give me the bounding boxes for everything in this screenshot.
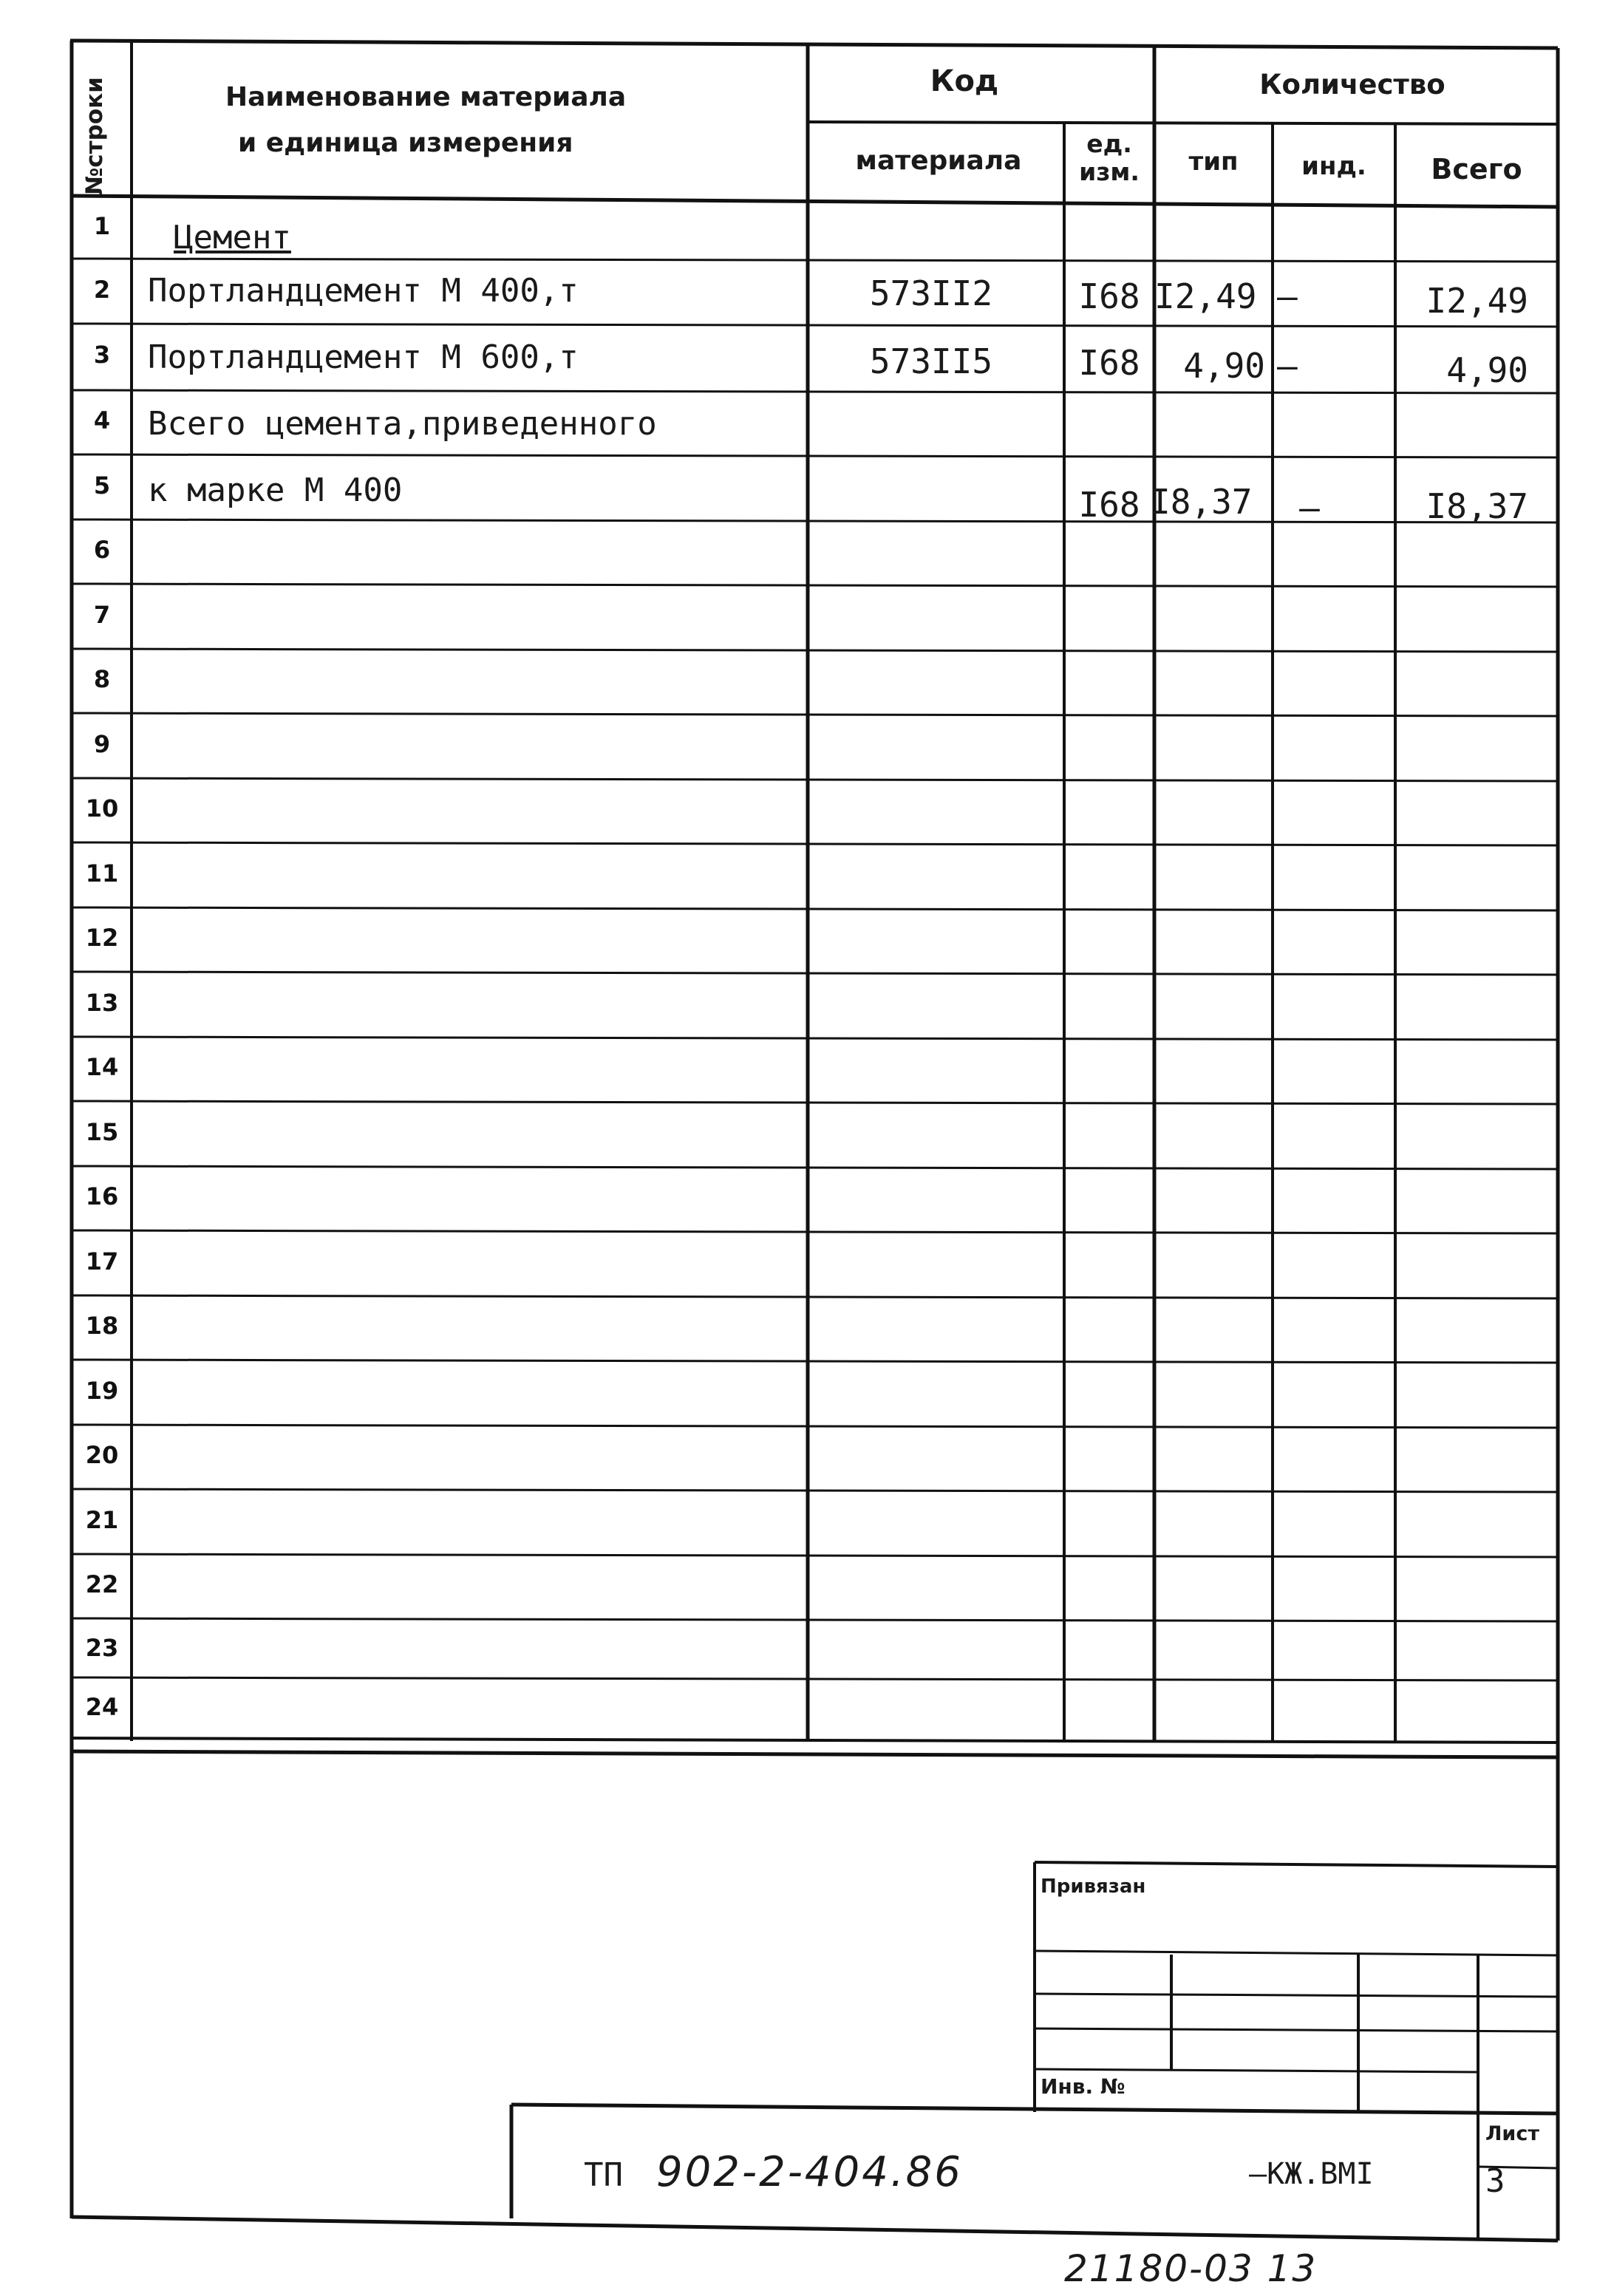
row-number: 8 xyxy=(93,665,111,693)
row-number: 6 xyxy=(93,536,111,564)
qty-ind: – xyxy=(1277,346,1298,386)
col-header-name-line1: Наименование материала xyxy=(225,82,627,112)
qty-ind: – xyxy=(1277,276,1298,316)
unit-code: I68 xyxy=(1078,485,1140,525)
row-number: 17 xyxy=(85,1247,119,1275)
col-header-code: Код xyxy=(930,64,999,98)
row-number: 2 xyxy=(93,276,111,304)
col-header-unit-1: ед. xyxy=(1086,129,1132,158)
row-number: 20 xyxy=(85,1441,119,1469)
material-name: к марке М 400 xyxy=(148,471,403,509)
col-header-material: материала xyxy=(855,146,1022,176)
row-number: 14 xyxy=(85,1053,119,1081)
row-number: 15 xyxy=(85,1118,119,1146)
row-number: 7 xyxy=(93,601,111,629)
row-number: 5 xyxy=(93,471,111,500)
material-group-name: Цемент xyxy=(174,219,291,256)
inventory-number-label: Инв. № xyxy=(1041,2074,1126,2099)
material-name: Портландцемент М 600,т xyxy=(148,338,579,376)
col-header-quantity: Количество xyxy=(1259,69,1446,101)
row-number: 12 xyxy=(85,924,119,952)
qty-total: I2,49 xyxy=(1426,281,1528,321)
qty-type: I2,49 xyxy=(1154,276,1257,316)
row-number: 22 xyxy=(85,1570,119,1598)
project-prefix: ТП xyxy=(584,2156,623,2194)
qty-type: 4,90 xyxy=(1183,346,1265,386)
row-number: 3 xyxy=(93,341,111,369)
unit-code: I68 xyxy=(1078,343,1140,383)
col-header-row-number: №строки xyxy=(81,77,108,195)
row-number: 16 xyxy=(85,1182,119,1210)
col-header-total: Всего xyxy=(1431,153,1522,185)
sheet-number: 3 xyxy=(1485,2162,1505,2200)
sheet-label: Лист xyxy=(1485,2122,1539,2145)
row-number: 1 xyxy=(93,212,111,240)
row-number: 11 xyxy=(85,859,119,888)
row-number: 19 xyxy=(85,1377,119,1405)
col-header-unit-2: изм. xyxy=(1079,157,1140,186)
row-number: 9 xyxy=(93,730,111,758)
col-header-name-line2: и единица измерения xyxy=(238,128,573,158)
row-number: 23 xyxy=(85,1634,119,1662)
material-name: Портландцемент М 400,т xyxy=(148,272,579,310)
project-number: 902-2-404.86 xyxy=(656,2148,963,2196)
row-number: 18 xyxy=(85,1312,119,1340)
unit-code: I68 xyxy=(1078,276,1140,316)
document-code: –КЖ.ВМI xyxy=(1249,2157,1374,2191)
col-header-type: тип xyxy=(1188,147,1239,177)
material-code: 573II2 xyxy=(869,273,993,313)
col-header-ind: инд. xyxy=(1301,151,1366,181)
qty-type: I8,37 xyxy=(1150,482,1253,522)
row-number: 13 xyxy=(85,989,119,1017)
archive-number: 21180-03 13 xyxy=(1064,2247,1318,2290)
row-number: 10 xyxy=(85,794,119,822)
qty-ind: – xyxy=(1299,488,1320,528)
qty-total: 4,90 xyxy=(1446,350,1528,390)
row-number: 4 xyxy=(93,406,111,435)
row-number: 21 xyxy=(85,1506,119,1534)
row-number: 24 xyxy=(85,1693,119,1721)
material-name: Всего цемента,приведенного xyxy=(148,405,657,443)
qty-total: I8,37 xyxy=(1426,486,1528,526)
linked-label: Привязан xyxy=(1041,1876,1146,1898)
material-code: 573II5 xyxy=(869,341,993,381)
